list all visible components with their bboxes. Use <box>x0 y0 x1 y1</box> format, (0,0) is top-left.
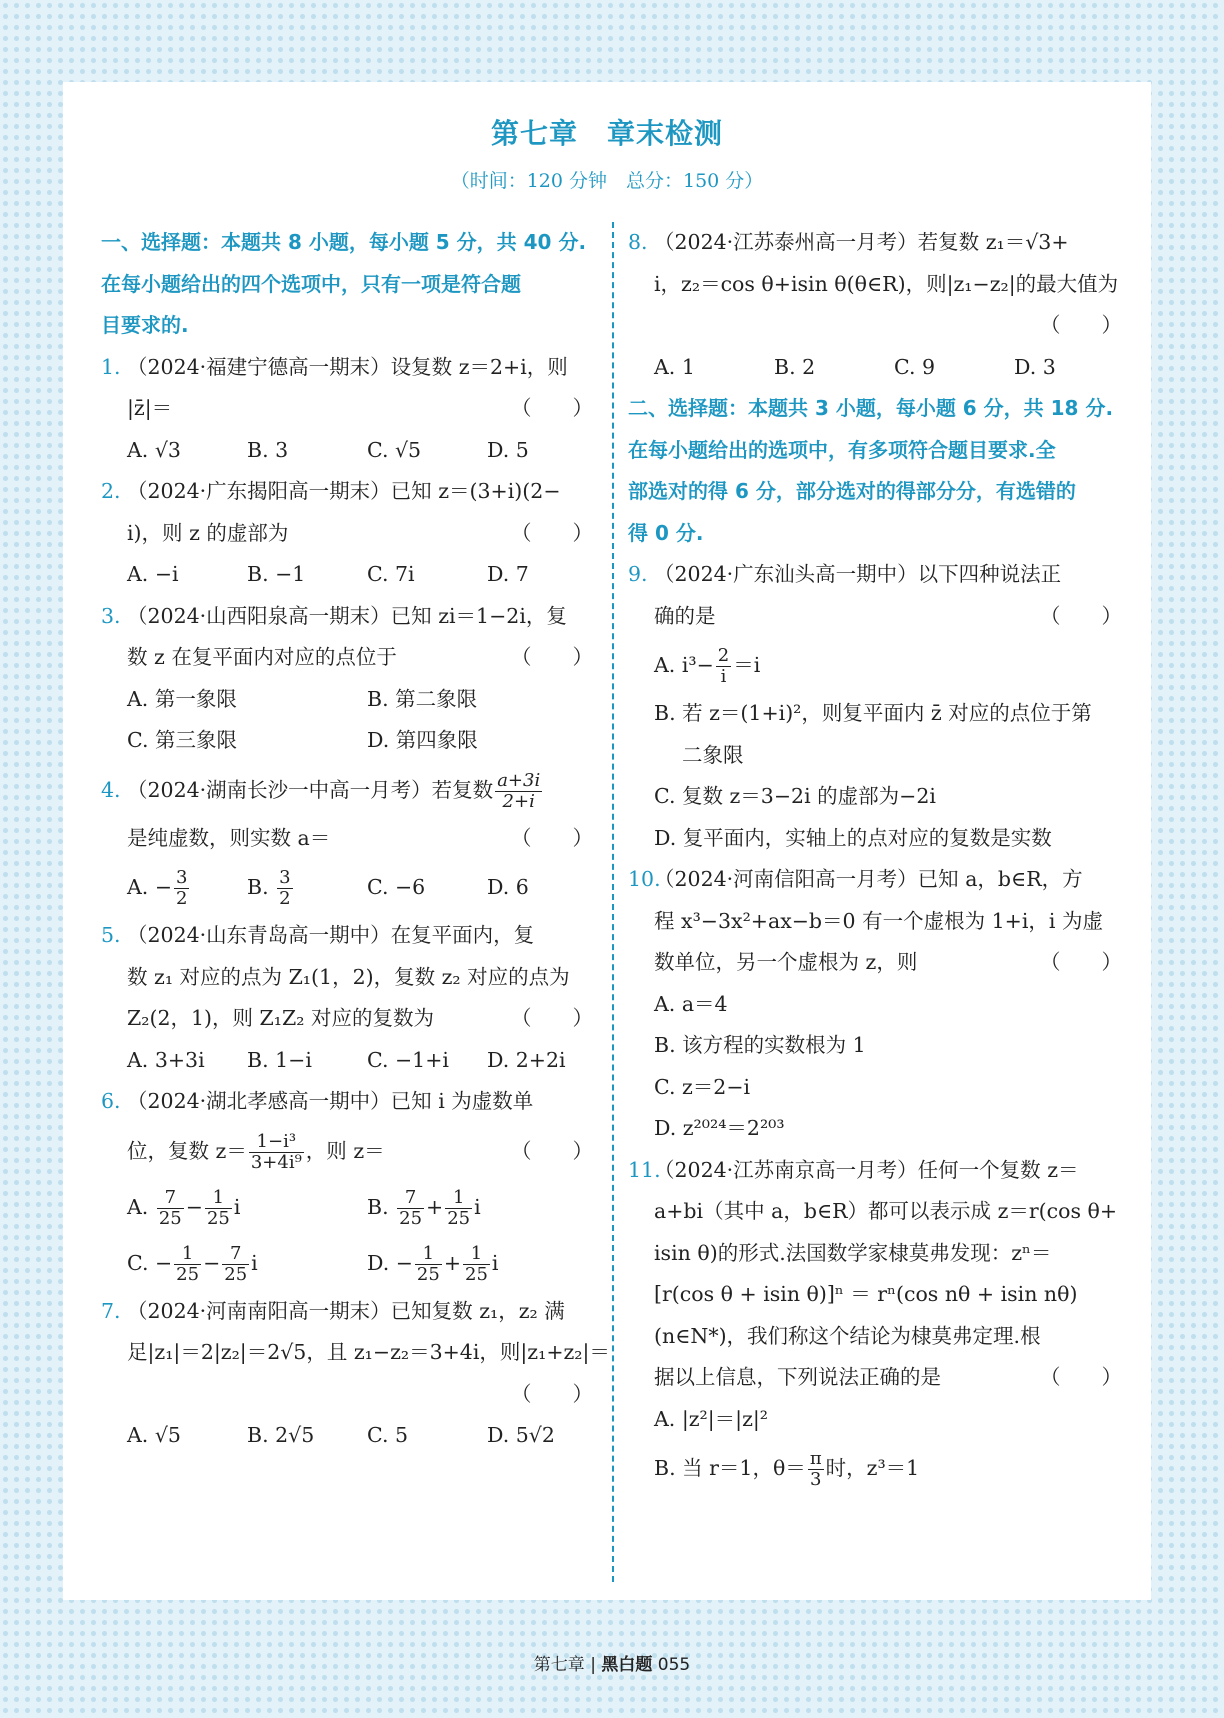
option-c: C. −6 <box>367 875 426 899</box>
question-6 <box>101 1081 597 1123</box>
option-c: C. − $\frac{1}{25}$ − $\frac{7}{25}$ i <box>127 1242 258 1285</box>
question-number: 3. <box>101 603 121 628</box>
option-c: C. z＝2−i <box>654 1074 751 1099</box>
question-2-cont <box>101 513 597 555</box>
option-b: B. 第二象限 <box>367 686 478 711</box>
option-a: A. i³− $\frac{2}{i}$ ＝i <box>654 645 761 687</box>
option-a: A. 1 <box>654 354 695 379</box>
question-5 <box>101 915 597 957</box>
question-11-cont: [r(cos θ + isin θ)]ⁿ ＝ rⁿ(cos nθ + isin nθ) <box>654 1282 1078 1306</box>
option-d: D. 2+2i <box>487 1047 566 1072</box>
question-3 <box>101 596 597 638</box>
page-subtitle: （时间：120 分钟 总分：150 分） <box>450 170 764 192</box>
answer-paren: （ ） <box>511 396 593 420</box>
question-3-cont <box>101 637 597 679</box>
answer-paren: （ ） <box>1040 603 1122 628</box>
question-5-cont <box>101 998 597 1040</box>
option-d: D. 复平面内，实轴上的点对应的复数是实数 <box>654 825 1052 850</box>
question-3-options <box>101 679 597 721</box>
question-2-options <box>101 554 597 596</box>
answer-paren: （ ） <box>1040 313 1122 337</box>
option-a: A. √3 <box>127 437 181 462</box>
answer-paren: （ ） <box>1040 1365 1122 1389</box>
answer-paren: （ ） <box>511 825 593 850</box>
question-10-cont: 程 x³−3x²+ax−b＝0 有一个虚根为 1+i，i 为虚 <box>654 908 1103 933</box>
fraction: $\frac{3}{2}$ <box>176 867 188 909</box>
option-a: A. $\frac{7}{25}$ − $\frac{1}{25}$ i <box>127 1186 241 1229</box>
section1-heading: 在每小题给出的四个选项中，只有一项是符合题 <box>101 271 521 296</box>
option-d: D. 5 <box>487 437 529 462</box>
footer-book: 黑白题 <box>601 1655 653 1675</box>
option-a: A. − $\frac{3}{2}$ <box>127 867 188 909</box>
question-text: i)，则 z 的虚部为 <box>127 520 289 545</box>
option-d: D. z²⁰²⁴＝2²⁰³ <box>654 1116 785 1140</box>
section2-heading: 部选对的得 6 分，部分选对的得部分分，有选错的 <box>628 479 1076 503</box>
left-column <box>101 222 610 1457</box>
question-number: 5. <box>101 923 121 947</box>
page-sheet <box>63 82 1151 1600</box>
question-4 <box>101 762 597 818</box>
right-column <box>628 222 1126 1496</box>
option-b: B. 2√5 <box>247 1423 315 1447</box>
question-text: （2024·山东青岛高一期中）在复平面内，复 <box>127 923 535 947</box>
section2-heading: 在每小题给出的选项中，有多项符合题目要求.全 <box>628 437 1056 462</box>
question-text: 数 z₁ 对应的点为 Z₁(1，2)，复数 z₂ 对应的点为 <box>127 964 570 989</box>
option-d: D. 6 <box>487 875 529 899</box>
question-8-cont <box>628 264 1126 306</box>
option-d: D. 7 <box>487 562 529 586</box>
question-number: 11. <box>628 1157 661 1182</box>
question-text: （2024·江苏南京高一月考）任何一个复数 z＝ <box>654 1157 1079 1182</box>
option-a: A. 3+3i <box>127 1047 205 1072</box>
option-c: C. 复数 z＝3−2i 的虚部为−2i <box>654 784 936 808</box>
answer-paren: （ ） <box>511 1006 593 1030</box>
option-c: C. 第三象限 <box>127 728 237 752</box>
question-11-cont: (n∈N*)，我们称这个结论为棣莫弗定理.根 <box>654 1323 1041 1348</box>
option-c: C. 9 <box>894 354 936 379</box>
answer-paren: （ ） <box>511 1138 593 1163</box>
question-number: 7. <box>101 1298 121 1323</box>
question-7-options <box>101 1415 597 1457</box>
question-text: i，z₂＝cos θ+isin θ(θ∈R)，则|z₁−z₂|的最大值为 <box>654 271 1119 296</box>
question-8-cont <box>628 305 1126 347</box>
page-number: 055 <box>657 1655 691 1675</box>
question-number: 6. <box>101 1089 121 1113</box>
option-c: C. 7i <box>367 562 415 586</box>
section2-heading: 二、选择题：本题共 3 小题，每小题 6 分，共 18 分. <box>628 396 1114 420</box>
option-d: D. 第四象限 <box>367 728 478 752</box>
option-a: A. |z²|＝|z|² <box>654 1406 769 1431</box>
question-number: 8. <box>628 230 648 254</box>
question-6-cont <box>101 1123 597 1179</box>
question-text: |z̄|＝ <box>127 396 173 420</box>
option-d: D. 3 <box>1014 354 1056 379</box>
question-text: （2024·广东揭阳高一期末）已知 z＝(3+i)(2− <box>127 479 561 503</box>
question-5-cont <box>101 957 597 999</box>
question-text: Z₂(2，1)，则 Z₁Z₂ 对应的复数为 <box>127 1006 434 1030</box>
option-b: B. −1 <box>247 562 306 586</box>
fraction: $\frac{\text{1−i³}}{\text{3+4i⁹}}$ <box>250 1130 302 1173</box>
question-number: 9. <box>628 562 648 586</box>
option-d: D. 5√2 <box>487 1423 555 1447</box>
answer-paren: （ ） <box>511 645 593 669</box>
question-text: （2024·河南南阳高一期末）已知复数 z₁，z₂ 满 <box>127 1298 565 1323</box>
option-b-cont: 二象限 <box>682 742 744 767</box>
question-11-cont: 据以上信息，下列说法正确的是 （ ） <box>628 1357 1126 1399</box>
option-a: A. −i <box>127 562 179 586</box>
page-footer <box>0 1650 1224 1675</box>
question-4-options <box>101 859 597 915</box>
question-1-cont <box>101 388 597 430</box>
option-c: C. 5 <box>367 1423 409 1447</box>
option-c: C. −1+i <box>367 1047 449 1072</box>
fraction: $\frac{a+3i}{2+i}$ <box>497 769 541 812</box>
question-text: 数 z 在复平面内对应的点位于 <box>127 645 397 669</box>
question-text: （2024·河南信阳高一月考）已知 a，b∈R，方 <box>654 867 1083 891</box>
question-text: 是纯虚数，则实数 a＝ <box>127 825 331 850</box>
option-b: B. $\frac{3}{2}$ <box>247 867 291 909</box>
section2-heading: 得 0 分. <box>628 520 704 545</box>
fraction: $\frac{3}{2}$ <box>279 867 291 909</box>
question-text: （2024·江苏泰州高一月考）若复数 z₁＝√3+ <box>654 230 1069 254</box>
question-text: （2024·湖南长沙一中高一月考）若复数 <box>127 777 494 802</box>
question-10 <box>628 859 1126 901</box>
footer-separator: | <box>590 1655 596 1675</box>
question-text: （2024·湖北孝感高一期中）已知 i 为虚数单 <box>127 1089 534 1113</box>
question-1-options <box>101 430 597 472</box>
question-text: （2024·山西阳泉高一期末）已知 zi＝1−2i，复 <box>127 603 567 628</box>
question-8-options <box>628 347 1126 389</box>
section1-heading: 一、选择题：本题共 8 小题，每小题 5 分，共 40 分. <box>101 230 587 254</box>
option-c: C. √5 <box>367 437 422 462</box>
answer-paren: （ ） <box>1040 950 1122 974</box>
question-text: 足|z₁|＝2|z₂|＝2√5，且 z₁−z₂＝3+4i，则|z₁+z₂|＝ <box>127 1340 610 1364</box>
question-5-options <box>101 1040 597 1082</box>
option-a: A. 第一象限 <box>127 686 237 711</box>
option-d: D. − $\frac{1}{25}$ + $\frac{1}{25}$ i <box>367 1242 499 1285</box>
option-b: B. 2 <box>774 354 816 379</box>
question-number: 10. <box>628 867 661 891</box>
question-text: （2024·广东汕头高一期中）以下四种说法正 <box>654 562 1062 586</box>
question-8 <box>628 222 1126 264</box>
question-11 <box>628 1150 1126 1192</box>
footer-chapter: 第七章 <box>533 1655 585 1675</box>
question-10-cont: 数单位，另一个虚根为 z，则 （ ） <box>628 942 1126 984</box>
question-text: 位，复数 z＝ <box>127 1138 247 1163</box>
question-text: 确的是 <box>654 603 716 628</box>
answer-paren: （ ） <box>511 520 593 545</box>
question-4-cont <box>101 818 597 860</box>
question-6-options <box>101 1235 597 1291</box>
section1-heading: 目要求的. <box>101 313 189 337</box>
question-9 <box>628 554 1126 596</box>
question-number: 4. <box>101 777 121 802</box>
page-title: 第七章 章末检测 <box>490 117 723 150</box>
answer-paren: （ ） <box>511 1381 593 1406</box>
question-number: 1. <box>101 354 121 379</box>
question-1 <box>101 347 597 389</box>
question-text: （2024·福建宁德高一期末）设复数 z＝2+i，则 <box>127 354 568 379</box>
option-a: A. a＝4 <box>654 991 728 1016</box>
question-9-cont <box>628 596 1126 638</box>
question-text: ，则 z＝ <box>305 1138 385 1163</box>
question-11-cont: isin θ)的形式.法国数学家棣莫弗发现：zⁿ＝ <box>654 1240 1052 1265</box>
question-6-options <box>101 1179 597 1235</box>
option-b: B. 当 r＝1，θ＝ $\frac{\pi}{3}$ 时，z³＝1 <box>654 1448 920 1490</box>
question-7 <box>101 1291 597 1333</box>
option-b: B. 该方程的实数根为 1 <box>654 1033 866 1057</box>
question-2 <box>101 471 597 513</box>
option-b: B. $\frac{7}{25}$ + $\frac{1}{25}$ i <box>367 1186 481 1229</box>
option-b: B. 3 <box>247 437 289 462</box>
option-a: A. √5 <box>127 1423 181 1447</box>
option-b: B. 1−i <box>247 1047 312 1072</box>
question-3-options <box>101 720 597 762</box>
column-divider <box>612 222 614 1582</box>
option-b: B. 若 z＝(1+i)²，则复平面内 z̄ 对应的点位于第 <box>654 701 1092 725</box>
question-11-cont: a+bi（其中 a，b∈R）都可以表示成 z＝r(cos θ+ <box>654 1199 1118 1223</box>
question-7-cont <box>101 1332 610 1374</box>
question-number: 2. <box>101 479 121 503</box>
question-7-cont <box>101 1374 597 1416</box>
